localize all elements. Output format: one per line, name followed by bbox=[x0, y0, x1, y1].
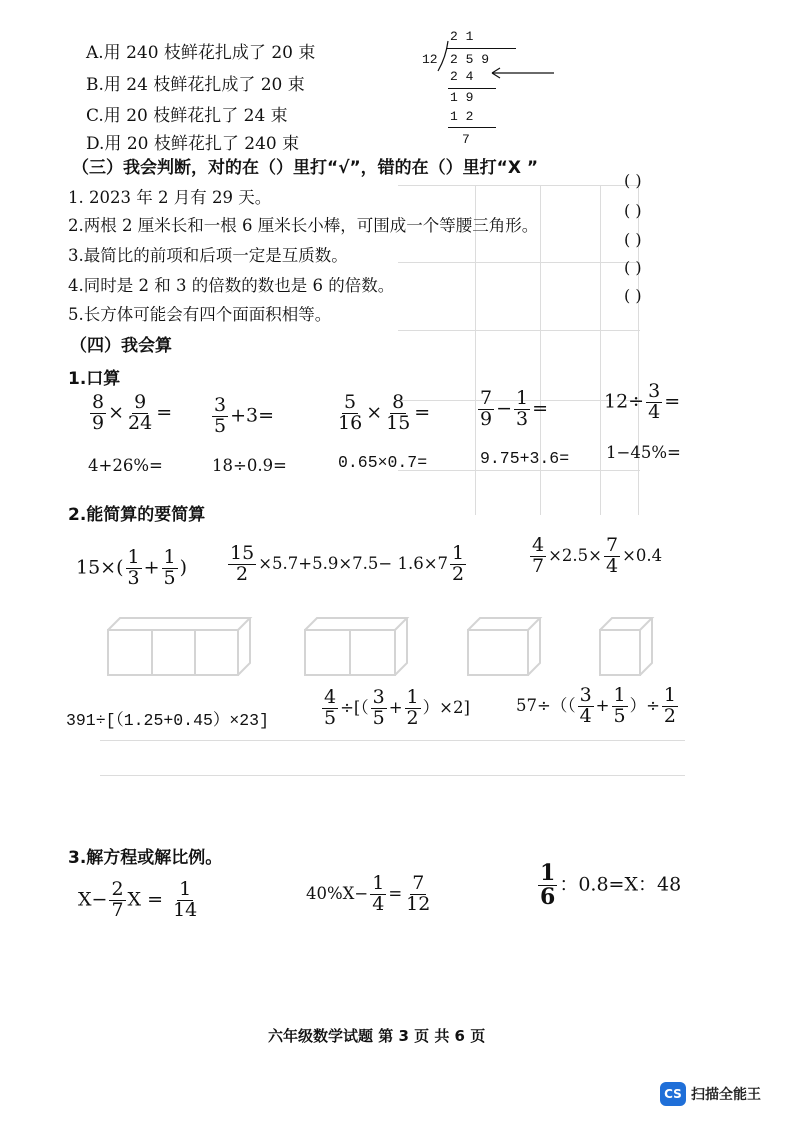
simplify-problem: $\frac{15}{2}$ ×5.7+5.9×7.5− 1.6×7 $\frac{1}{2}$ bbox=[230, 542, 465, 585]
division-divisor: 12 bbox=[422, 52, 438, 67]
bleed-cubes bbox=[100, 610, 700, 690]
equation: 40%X− $\frac{1}{4}$ = $\frac{7}{12}$ bbox=[306, 872, 431, 915]
arrow-icon bbox=[488, 65, 558, 81]
division-step: 1 2 bbox=[450, 109, 474, 124]
oral-problem: 12÷ $\frac{3}{4}$ = bbox=[604, 380, 681, 423]
camscanner-logo-icon: CS bbox=[660, 1082, 686, 1106]
bleed-line bbox=[100, 775, 685, 776]
oral-problem: 18÷0.9= bbox=[212, 456, 287, 475]
simplify-problem: $\frac{4}{5}$ ÷[（ $\frac{3}{5}$ + $\frac{1}{2}$ ）×2] bbox=[324, 686, 470, 729]
judge-item: 1. 2023 年 2 月有 29 天。 bbox=[68, 188, 272, 207]
equation: X− $\frac{2}{7}$ X = $\frac{1}{14}$ bbox=[78, 878, 198, 921]
answer-blank[interactable]: ( ) bbox=[624, 171, 642, 190]
division-remainder: 7 bbox=[462, 132, 470, 147]
section-title: （三）我会判断，对的在（）里打“√”，错的在（）里打“X ” bbox=[72, 158, 539, 178]
bleed-line bbox=[398, 330, 640, 331]
division-bracket bbox=[436, 39, 452, 73]
division-bar bbox=[446, 48, 516, 49]
oral-problem: $\frac{7}{9}$ − $\frac{1}{3}$ = bbox=[480, 387, 549, 430]
division-rule bbox=[448, 88, 496, 89]
judge-item: 3.最简比的前项和后项一定是互质数。 bbox=[68, 246, 348, 265]
oral-problem: 1−45%= bbox=[606, 443, 681, 462]
subsection-title: 1.口算 bbox=[68, 369, 121, 389]
oral-problem: 0.65×0.7= bbox=[338, 453, 428, 472]
option-d: D.用 20 枝鲜花扎了 240 束 bbox=[86, 134, 300, 154]
bleed-line bbox=[100, 740, 685, 741]
answer-blank[interactable]: ( ) bbox=[624, 258, 642, 277]
subsection-title: 2.能简算的要简算 bbox=[68, 505, 206, 525]
oral-problem: $\frac{8}{9}$ × $\frac{9}{24}$ = bbox=[92, 391, 173, 434]
section-title: （四）我会算 bbox=[70, 336, 172, 356]
oral-problem: $\frac{3}{5}$ +3= bbox=[214, 394, 275, 437]
oral-problem: 9.75+3.6= bbox=[480, 449, 570, 468]
division-dividend: 2 5 9 bbox=[450, 52, 490, 67]
subsection-title: 3.解方程或解比例。 bbox=[68, 848, 223, 868]
bleed-line bbox=[600, 185, 601, 515]
judge-item: 5.长方体可能会有四个面面积相等。 bbox=[68, 305, 332, 324]
answer-blank[interactable]: ( ) bbox=[624, 201, 642, 220]
option-a: A.用 240 枝鲜花扎成了 20 束 bbox=[86, 43, 316, 63]
division-rule bbox=[448, 127, 496, 128]
proportion: $\frac{1}{6}$ ：0.8=X：48 bbox=[540, 860, 682, 911]
simplify-problem: $\frac{4}{7}$ ×2.5× $\frac{7}{4}$ ×0.4 bbox=[532, 534, 663, 577]
camscanner-watermark: 扫描全能王 bbox=[691, 1087, 761, 1103]
judge-item: 4.同时是 2 和 3 的倍数的数也是 6 的倍数。 bbox=[68, 276, 395, 295]
answer-blank[interactable]: ( ) bbox=[624, 230, 642, 249]
long-division bbox=[418, 25, 528, 155]
answer-blank[interactable]: ( ) bbox=[624, 286, 642, 305]
bleed-line bbox=[398, 185, 640, 186]
division-quotient: 2 1 bbox=[450, 29, 474, 44]
oral-problem: $\frac{5}{16}$ × $\frac{8}{15}$ = bbox=[338, 391, 431, 434]
judge-item: 2.两根 2 厘米长和一根 6 厘米长小棒，可围成一个等腰三角形。 bbox=[68, 216, 539, 235]
option-c: C.用 20 枝鲜花扎了 24 束 bbox=[86, 106, 288, 126]
division-step: 2 4 bbox=[450, 69, 474, 84]
simplify-problem: 15×( $\frac{1}{3}$ + $\frac{1}{5}$ ) bbox=[76, 546, 188, 589]
simplify-problem: 57÷（（ $\frac{3}{4}$ + $\frac{1}{5}$ ）÷ $\frac{1}{2}$ bbox=[516, 684, 677, 727]
oral-problem: 4+26%= bbox=[88, 456, 163, 475]
division-step: 1 9 bbox=[450, 90, 474, 105]
simplify-problem: 391÷[（1.25+0.45）×23] bbox=[66, 711, 269, 730]
bleed-line bbox=[398, 262, 640, 263]
page-footer: 六年级数学试题 第 3 页 共 6 页 bbox=[268, 1027, 486, 1045]
option-b: B.用 24 枝鲜花扎成了 20 束 bbox=[86, 75, 305, 95]
bleed-line bbox=[398, 470, 640, 471]
